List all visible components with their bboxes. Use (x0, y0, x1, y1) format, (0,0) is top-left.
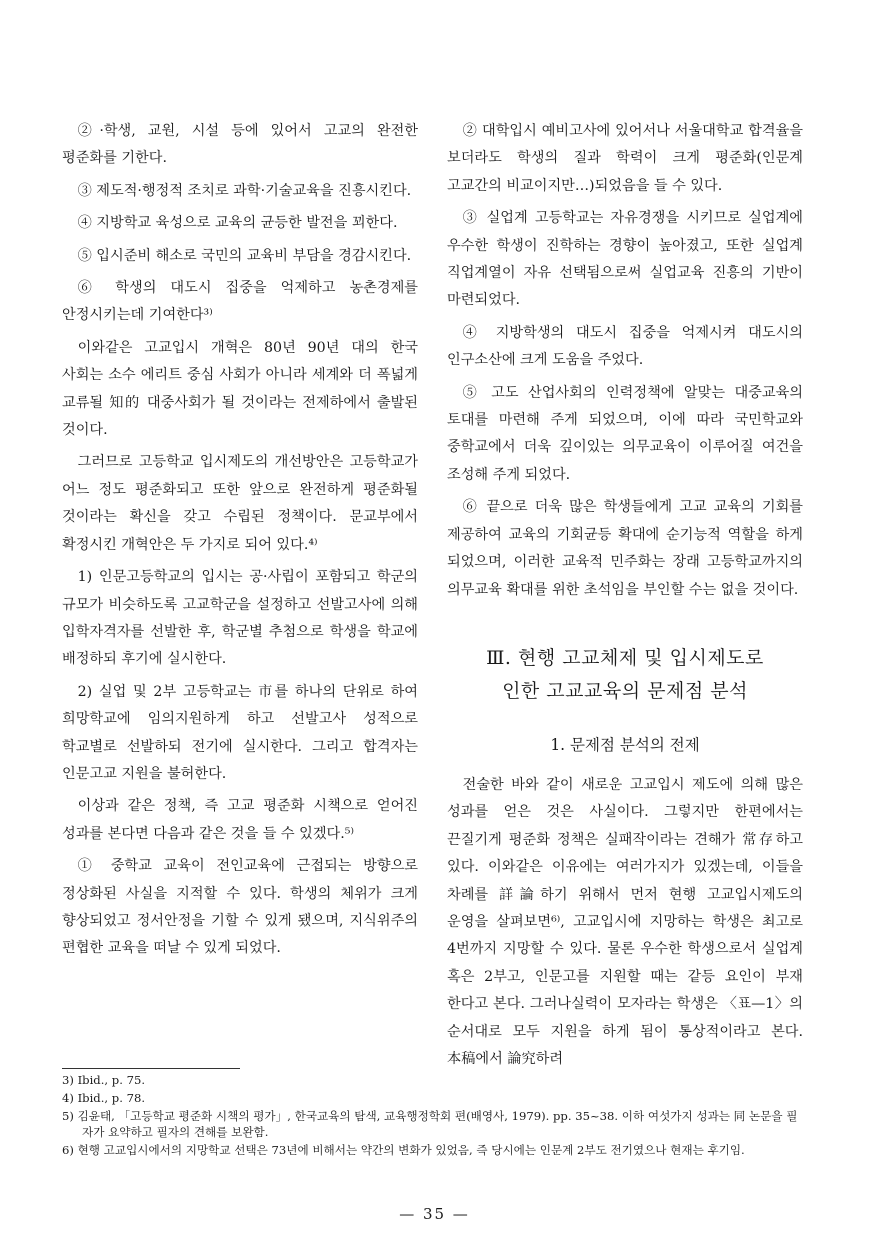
paragraph: 그러므로 고등학교 입시제도의 개선방안은 고등학교가 어느 정도 평준화되고 또한 앞으로 완전하게 평준화될 것이라는 확신을 갖고 수립된 정책이다. 문교부에서 확정시킨 개혁안은 두 가지로 되어 있다.⁴⁾ (62, 454, 418, 553)
footnotes (62, 1066, 802, 1160)
paragraph: ③ 제도적·행정적 조치로 과학·기술교육을 진흥시킨다. (77, 182, 412, 199)
footnote: 6) 현행 고교입시에서의 지망학교 선택은 73년에 비해서는 약간의 변화가 있었음, 즉 당시에는 인문계 2부도 전기였으나 현재는 후기임. (62, 1143, 745, 1157)
subsection-heading: 1. 문제점 분석의 전제 (550, 735, 700, 754)
paragraph: 1) 인문고등학교의 입시는 공·사립이 포함되고 학군의 규모가 비슷하도록 고교학군을 설정하고 선발고사에 의해 입학자격자를 선발한 후, 학군별 추첨으로 학생을 학교에 배정하되 후기에 실시한다. (62, 569, 418, 668)
section-heading-line: Ⅲ. 현행 고교체제 및 입시제도로 (486, 646, 764, 669)
section-heading (447, 642, 803, 708)
paragraph: ② 대학입시 예비고사에 있어서나 서울대학교 합격율을 보더라도 학생의 질과 학력이 크게 평준화(인문계 고교간의 비교이지만…)되었음을 들 수 있다. (447, 123, 803, 194)
left-column (62, 118, 418, 968)
paragraph: 전술한 바와 같이 새로운 고교입시 제도에 의해 많은 성과를 얻은 것은 사실이다. 그렇지만 한편에서는 끈질기게 평준화 정책은 실패작이라는 견해가 常存하고 있다. 이와같은 이유에는 여러가지가 있겠는데, 이들을 차례를 詳論하기 위해서 먼저 현행 고교입시제도의 운영을 살펴보면⁶⁾, 고교입시에 지망하는 학생은 최고로 4번까지 지망할 수 있다. 물론 우수한 학생으로서 실업계 혹은 2부고, 인문고를 지원할 때는 같등 요인이 부재 한다고 본다. 그러나실력이 모자라는 학생은 〈표—1〉의 순서대로 모두 지원을 하게 됨이 통상적이라고 본다. 本稿에서 論究하려 (447, 776, 803, 1067)
footnote: 5) 김윤태, 「고등학교 평준화 시책의 평가」, 한국교육의 탐색, 교육행정학회 편(배영사, 1979). pp. 35~38. 이하 여섯가지 성과는 同 논문을 필자가 요약하고 필자의 견해를 보완함. (62, 1109, 798, 1139)
paragraph: ⑥ 학생의 대도시 집중을 억제하고 농촌경제를 안정시키는데 기여한다³⁾ (62, 280, 418, 324)
page-number: — 35 — (399, 1205, 470, 1223)
paragraph: ②·학생, 교원, 시설 등에 있어서 고교의 완전한 평준화를 기한다. (62, 123, 418, 167)
paragraph: ⑥ 끝으로 더욱 많은 학생들에게 고교 교육의 기회를 제공하여 교육의 기회균등 확대에 순기능적 역할을 하게 되었으며, 이러한 교육적 민주화는 장래 고등학교까지의 의무교육 확대를 위한 초석임을 부인할 수는 없을 것이다. (447, 499, 803, 598)
paragraph: ④ 지방학교 육성으로 교육의 균등한 발전을 꾀한다. (77, 215, 398, 232)
paragraph: ① 중학교 교육이 전인교육에 근접되는 방향으로 정상화된 사실을 지적할 수 있다. 학생의 체위가 크게 향상되었고 정서안정을 기할 수 있게 됐으며, 지식위주의 편협한 교육을 떠날 수 있게 되었다. (62, 858, 418, 957)
paragraph: ⑤ 고도 산업사회의 인력정책에 알맞는 대중교육의 토대를 마련해 주게 되었으며, 이에 따라 국민학교와 중학교에서 더욱 깊이있는 의무교육이 이루어질 여건을 조성해 주게 되었다. (447, 384, 803, 483)
right-column (447, 118, 803, 1078)
paragraph: 이와같은 고교입시 개혁은 80년 90년 대의 한국 사회는 소수 에리트 중심 사회가 아니라 세계와 더 폭넓게 교류될 知的 대중사회가 될 것이라는 전제하에서 출발된 것이다. (62, 339, 418, 439)
paragraph: ⑤ 입시준비 해소로 국민의 교육비 부담을 경감시킨다. (77, 247, 412, 264)
footnote: 3) Ibid., p. 75. (62, 1073, 146, 1087)
paragraph: 2) 실업 및 2부 고등학교는 市를 하나의 단위로 하여 희망학교에 임의지원하게 하고 선발고사 성적으로 학교별로 선발하되 전기에 실시한다. 그리고 합격자는 인문고교 지원을 불허한다. (62, 683, 418, 782)
paragraph: ④ 지방학생의 대도시 집중을 억제시켜 대도시의 인구소산에 크게 도움을 주었다. (447, 324, 803, 369)
section-heading-line: 인한 고교교육의 문제점 분석 (502, 679, 748, 702)
footnote: 4) Ibid., p. 78. (62, 1091, 146, 1105)
paragraph: 이상과 같은 정책, 즉 고교 평준화 시책으로 얻어진 성과를 본다면 다음과 같은 것을 들 수 있겠다.⁵⁾ (62, 798, 418, 842)
paragraph: ③ 실업계 고등학교는 자유경쟁을 시키므로 실업계에 우수한 학생이 진학하는 경향이 높아졌고, 또한 실업계 직업계열이 자유 선택됨으로써 실업교육 진흥의 기반이 마련되었다. (447, 210, 803, 309)
